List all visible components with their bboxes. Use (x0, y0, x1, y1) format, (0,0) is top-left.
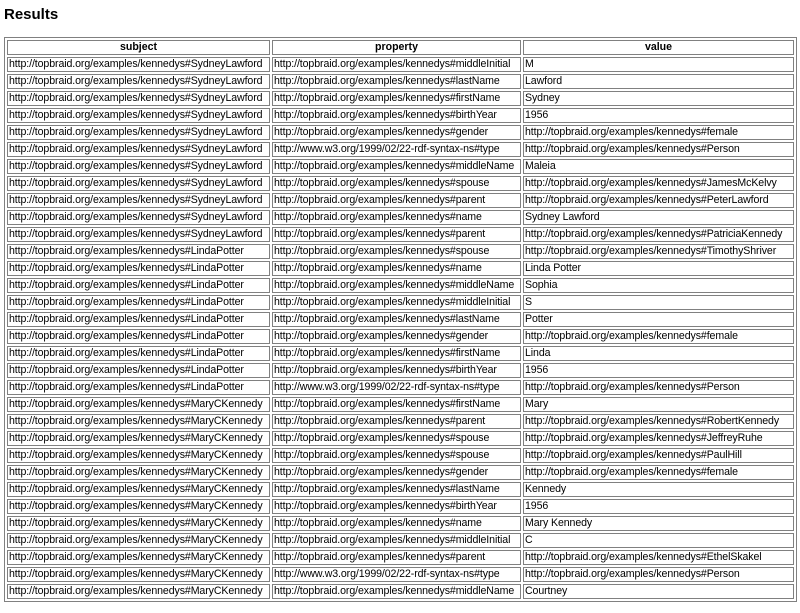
cell-subject: http://topbraid.org/examples/kennedys#SydneyLawford (7, 57, 270, 72)
cell-value: http://topbraid.org/examples/kennedys#TimothyShriver (523, 244, 794, 259)
cell-property: http://topbraid.org/examples/kennedys#parent (272, 550, 521, 565)
table-row (7, 295, 794, 310)
cell-value: http://topbraid.org/examples/kennedys#JeffreyRuhe (523, 431, 794, 446)
table-row (7, 261, 794, 276)
cell-property: http://topbraid.org/examples/kennedys#name (272, 516, 521, 531)
cell-value: http://topbraid.org/examples/kennedys#female (523, 125, 794, 140)
cell-value: Lawford (523, 74, 794, 89)
cell-value: http://topbraid.org/examples/kennedys#PaulHill (523, 448, 794, 463)
cell-subject: http://topbraid.org/examples/kennedys#MaryCKennedy (7, 397, 270, 412)
cell-property: http://topbraid.org/examples/kennedys#lastName (272, 74, 521, 89)
cell-property: http://topbraid.org/examples/kennedys#birthYear (272, 499, 521, 514)
cell-property: http://topbraid.org/examples/kennedys#name (272, 210, 521, 225)
cell-value: Maleia (523, 159, 794, 174)
cell-property: http://topbraid.org/examples/kennedys#name (272, 261, 521, 276)
table-row (7, 125, 794, 140)
table-row (7, 312, 794, 327)
header-row (7, 40, 794, 55)
cell-subject: http://topbraid.org/examples/kennedys#LindaPotter (7, 261, 270, 276)
cell-subject: http://topbraid.org/examples/kennedys#MaryCKennedy (7, 448, 270, 463)
cell-subject: http://topbraid.org/examples/kennedys#MaryCKennedy (7, 465, 270, 480)
cell-subject: http://topbraid.org/examples/kennedys#SydneyLawford (7, 142, 270, 157)
cell-value: http://topbraid.org/examples/kennedys#female (523, 329, 794, 344)
table-row (7, 533, 794, 548)
cell-property: http://www.w3.org/1999/02/22-rdf-syntax-ns#type (272, 567, 521, 582)
cell-value: 1956 (523, 499, 794, 514)
cell-subject: http://topbraid.org/examples/kennedys#SydneyLawford (7, 159, 270, 174)
table-row (7, 465, 794, 480)
cell-property: http://topbraid.org/examples/kennedys#gender (272, 465, 521, 480)
table-row (7, 108, 794, 123)
cell-value: http://topbraid.org/examples/kennedys#PatriciaKennedy (523, 227, 794, 242)
cell-value: http://topbraid.org/examples/kennedys#Person (523, 380, 794, 395)
results-body (7, 57, 794, 599)
cell-subject: http://topbraid.org/examples/kennedys#MaryCKennedy (7, 414, 270, 429)
cell-subject: http://topbraid.org/examples/kennedys#SydneyLawford (7, 210, 270, 225)
column-header-subject: subject (7, 40, 270, 55)
cell-subject: http://topbraid.org/examples/kennedys#MaryCKennedy (7, 533, 270, 548)
cell-value: http://topbraid.org/examples/kennedys#PeterLawford (523, 193, 794, 208)
cell-subject: http://topbraid.org/examples/kennedys#SydneyLawford (7, 176, 270, 191)
cell-value: 1956 (523, 363, 794, 378)
cell-subject: http://topbraid.org/examples/kennedys#SydneyLawford (7, 91, 270, 106)
cell-property: http://topbraid.org/examples/kennedys#lastName (272, 312, 521, 327)
cell-subject: http://topbraid.org/examples/kennedys#MaryCKennedy (7, 482, 270, 497)
table-row (7, 278, 794, 293)
table-row (7, 431, 794, 446)
cell-property: http://topbraid.org/examples/kennedys#birthYear (272, 108, 521, 123)
cell-value: Courtney (523, 584, 794, 599)
cell-property: http://topbraid.org/examples/kennedys#parent (272, 193, 521, 208)
cell-property: http://topbraid.org/examples/kennedys#middleName (272, 159, 521, 174)
table-row (7, 516, 794, 531)
table-row (7, 142, 794, 157)
cell-value: Linda Potter (523, 261, 794, 276)
column-header-value: value (523, 40, 794, 55)
cell-subject: http://topbraid.org/examples/kennedys#LindaPotter (7, 244, 270, 259)
cell-property: http://topbraid.org/examples/kennedys#spouse (272, 244, 521, 259)
table-row (7, 380, 794, 395)
cell-property: http://topbraid.org/examples/kennedys#spouse (272, 431, 521, 446)
table-row (7, 91, 794, 106)
table-row (7, 74, 794, 89)
cell-property: http://topbraid.org/examples/kennedys#gender (272, 125, 521, 140)
page-title: Results (4, 6, 59, 23)
cell-property: http://topbraid.org/examples/kennedys#gender (272, 329, 521, 344)
cell-value: Sydney Lawford (523, 210, 794, 225)
table-row (7, 567, 794, 582)
cell-value: Linda (523, 346, 794, 361)
cell-subject: http://topbraid.org/examples/kennedys#LindaPotter (7, 380, 270, 395)
cell-subject: http://topbraid.org/examples/kennedys#MaryCKennedy (7, 584, 270, 599)
results-table (4, 37, 797, 602)
table-row (7, 227, 794, 242)
cell-value: http://topbraid.org/examples/kennedys#female (523, 465, 794, 480)
cell-property: http://topbraid.org/examples/kennedys#middleName (272, 278, 521, 293)
table-row (7, 210, 794, 225)
cell-property: http://topbraid.org/examples/kennedys#spouse (272, 448, 521, 463)
cell-property: http://topbraid.org/examples/kennedys#middleName (272, 584, 521, 599)
cell-value: Sophia (523, 278, 794, 293)
cell-subject: http://topbraid.org/examples/kennedys#LindaPotter (7, 278, 270, 293)
table-row (7, 397, 794, 412)
cell-property: http://www.w3.org/1999/02/22-rdf-syntax-ns#type (272, 142, 521, 157)
cell-value: S (523, 295, 794, 310)
cell-value: Sydney (523, 91, 794, 106)
cell-subject: http://topbraid.org/examples/kennedys#SydneyLawford (7, 74, 270, 89)
cell-value: Mary (523, 397, 794, 412)
cell-property: http://topbraid.org/examples/kennedys#firstName (272, 397, 521, 412)
table-row (7, 329, 794, 344)
cell-property: http://www.w3.org/1999/02/22-rdf-syntax-ns#type (272, 380, 521, 395)
cell-subject: http://topbraid.org/examples/kennedys#SydneyLawford (7, 193, 270, 208)
cell-subject: http://topbraid.org/examples/kennedys#MaryCKennedy (7, 516, 270, 531)
cell-property: http://topbraid.org/examples/kennedys#firstName (272, 346, 521, 361)
cell-property: http://topbraid.org/examples/kennedys#parent (272, 414, 521, 429)
cell-property: http://topbraid.org/examples/kennedys#middleInitial (272, 295, 521, 310)
cell-property: http://topbraid.org/examples/kennedys#parent (272, 227, 521, 242)
cell-property: http://topbraid.org/examples/kennedys#lastName (272, 482, 521, 497)
table-row (7, 57, 794, 72)
cell-value: Potter (523, 312, 794, 327)
cell-value: M (523, 57, 794, 72)
cell-subject: http://topbraid.org/examples/kennedys#LindaPotter (7, 363, 270, 378)
cell-value: 1956 (523, 108, 794, 123)
cell-subject: http://topbraid.org/examples/kennedys#SydneyLawford (7, 125, 270, 140)
table-row (7, 244, 794, 259)
table-row (7, 346, 794, 361)
cell-property: http://topbraid.org/examples/kennedys#middleInitial (272, 57, 521, 72)
cell-value: http://topbraid.org/examples/kennedys#EthelSkakel (523, 550, 794, 565)
table-row (7, 159, 794, 174)
cell-value: http://topbraid.org/examples/kennedys#Person (523, 567, 794, 582)
cell-subject: http://topbraid.org/examples/kennedys#LindaPotter (7, 346, 270, 361)
cell-subject: http://topbraid.org/examples/kennedys#SydneyLawford (7, 108, 270, 123)
cell-property: http://topbraid.org/examples/kennedys#middleInitial (272, 533, 521, 548)
table-row (7, 193, 794, 208)
column-header-property: property (272, 40, 521, 55)
cell-subject: http://topbraid.org/examples/kennedys#MaryCKennedy (7, 567, 270, 582)
cell-subject: http://topbraid.org/examples/kennedys#LindaPotter (7, 329, 270, 344)
cell-subject: http://topbraid.org/examples/kennedys#LindaPotter (7, 312, 270, 327)
table-row (7, 499, 794, 514)
table-row (7, 363, 794, 378)
table-row (7, 482, 794, 497)
cell-value: Mary Kennedy (523, 516, 794, 531)
cell-property: http://topbraid.org/examples/kennedys#spouse (272, 176, 521, 191)
table-row (7, 550, 794, 565)
cell-subject: http://topbraid.org/examples/kennedys#SydneyLawford (7, 227, 270, 242)
cell-subject: http://topbraid.org/examples/kennedys#LindaPotter (7, 295, 270, 310)
table-row (7, 414, 794, 429)
cell-property: http://topbraid.org/examples/kennedys#birthYear (272, 363, 521, 378)
cell-value: Kennedy (523, 482, 794, 497)
table-row (7, 584, 794, 599)
table-row (7, 176, 794, 191)
cell-subject: http://topbraid.org/examples/kennedys#MaryCKennedy (7, 550, 270, 565)
cell-value: http://topbraid.org/examples/kennedys#RobertKennedy (523, 414, 794, 429)
cell-property: http://topbraid.org/examples/kennedys#firstName (272, 91, 521, 106)
cell-subject: http://topbraid.org/examples/kennedys#MaryCKennedy (7, 431, 270, 446)
cell-value: http://topbraid.org/examples/kennedys#Person (523, 142, 794, 157)
cell-value: C (523, 533, 794, 548)
cell-subject: http://topbraid.org/examples/kennedys#MaryCKennedy (7, 499, 270, 514)
table-row (7, 448, 794, 463)
cell-value: http://topbraid.org/examples/kennedys#JamesMcKelvy (523, 176, 794, 191)
